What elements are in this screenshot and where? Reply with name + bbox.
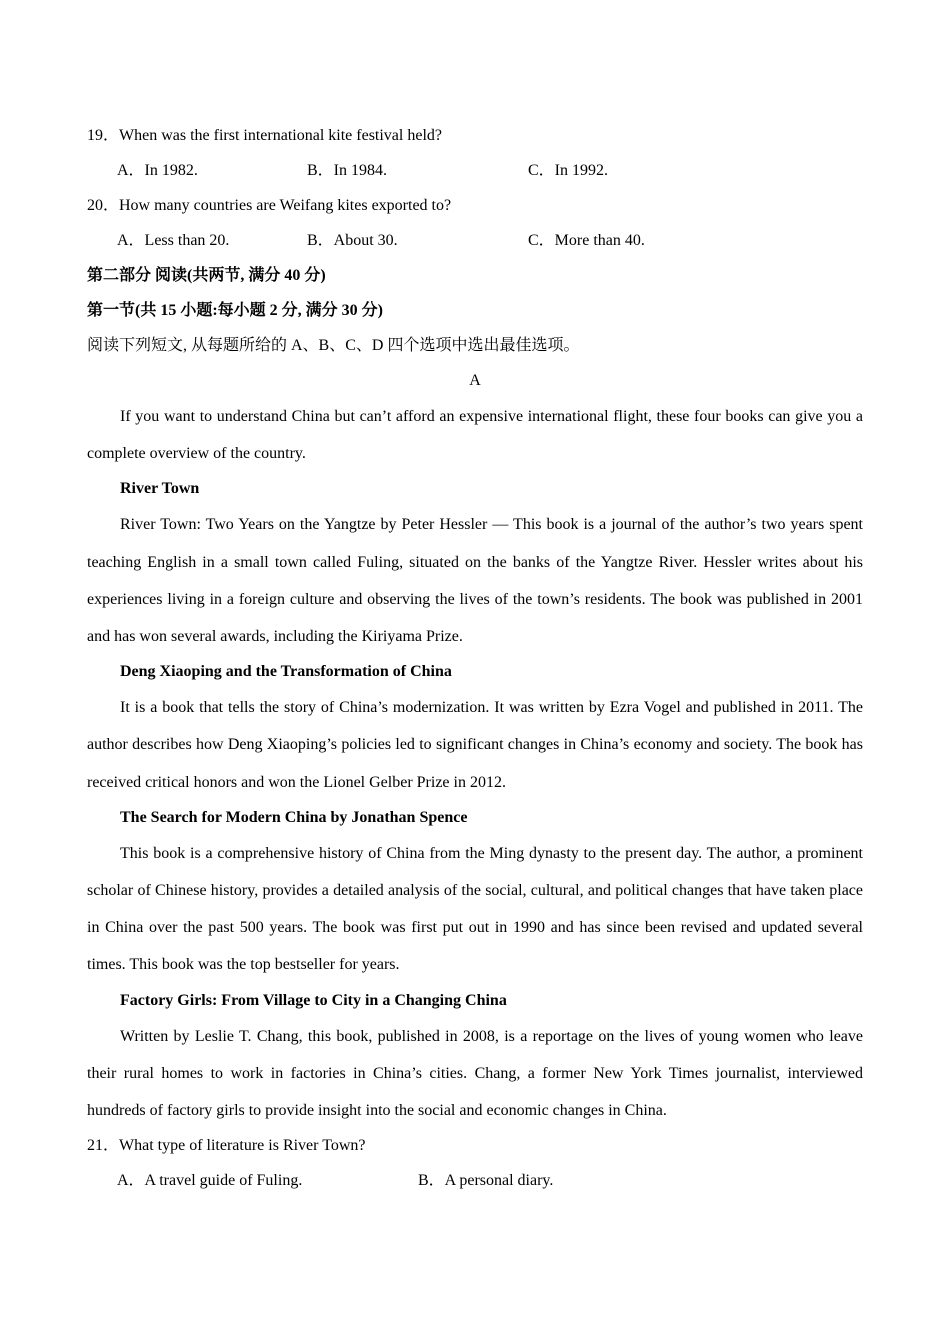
book-text-river-town: River Town: Two Years on the Yangtze by Peter Hessler — This book is a journal of the author’s two years spent teaching English in a small town called Fuling, situated on the banks of the Yangtze River. Hessler writes about his experiences living in a foreign culture and observing the lives of the town’s residents. The book was published in 2001 and has won several awards, including the Kiriyama Prize. xyxy=(87,516,863,646)
question-20-options xyxy=(87,223,863,258)
question-21-stem: 21．What type of literature is River Town? xyxy=(87,1137,366,1155)
exam-page xyxy=(87,118,863,1198)
book-title-river-town: River Town xyxy=(120,480,200,498)
book-text-deng-xiaoping: It is a book that tells the story of China’s modernization. It was written by Ezra Vogel and published in 2011. The author describes how Deng Xiaoping’s policies led to significant changes in China’s economy and society. The book has received critical honors and won the Lionel Gelber Prize in 2012. xyxy=(87,699,863,791)
book-title-factory-girls: Factory Girls: From Village to City in a Changing China xyxy=(120,991,507,1009)
question-19-option-a: A．In 1982. xyxy=(117,162,198,179)
question-20-stem: 20．How many countries are Weifang kites exported to? xyxy=(87,197,452,214)
question-19-option-b: B．In 1984. xyxy=(307,162,388,179)
book-text-search-modern-china: This book is a comprehensive history of China from the Ming dynasty to the present day. The author, a prominent scholar of Chinese history, provides a detailed analysis of the social, cultural, and political changes that have taken place in China over the past 500 years. The book was first put out in 1990 and has since been revised and updated several times. This book was the top bestseller for years. xyxy=(87,844,863,974)
part-2-heading: 第二部分 阅读(共两节, 满分 40 分) xyxy=(87,267,326,284)
question-19-option-c: C．In 1992. xyxy=(528,162,609,179)
question-21-option-a: A．A travel guide of Fuling. xyxy=(117,1172,303,1190)
section-1-heading: 第一节(共 15 小题:每小题 2 分, 满分 30 分) xyxy=(87,302,383,319)
book-text-factory-girls: Written by Leslie T. Chang, this book, published in 2008, is a reportage on the lives of young women who leave their rural homes to work in factories in China’s cities. Chang, a former New York Times journalist, interviewed hundreds of factory girls to provide insight into the social and economic changes in China. xyxy=(87,1027,863,1120)
question-21-options xyxy=(87,1163,863,1198)
question-19-options xyxy=(87,153,863,188)
question-20-option-a: A．Less than 20. xyxy=(117,232,230,249)
question-20-option-b: B．About 30. xyxy=(307,232,398,249)
reading-instruction: 阅读下列短文, 从每题所给的 A、B、C、D 四个选项中选出最佳选项。 xyxy=(87,337,580,354)
book-title-deng-xiaoping: Deng Xiaoping and the Transformation of China xyxy=(120,663,452,681)
question-21-option-b: B．A personal diary. xyxy=(418,1172,554,1190)
book-title-search-modern-china: The Search for Modern China by Jonathan Spence xyxy=(120,808,468,826)
passage-intro: If you want to understand China but can’t afford an expensive international flight, these four books can give you a complete overview of the country. xyxy=(87,408,863,463)
passage-label: A xyxy=(469,372,481,389)
question-20-option-c: C．More than 40. xyxy=(528,232,645,249)
question-19-stem: 19．When was the first international kite festival held? xyxy=(87,127,443,144)
